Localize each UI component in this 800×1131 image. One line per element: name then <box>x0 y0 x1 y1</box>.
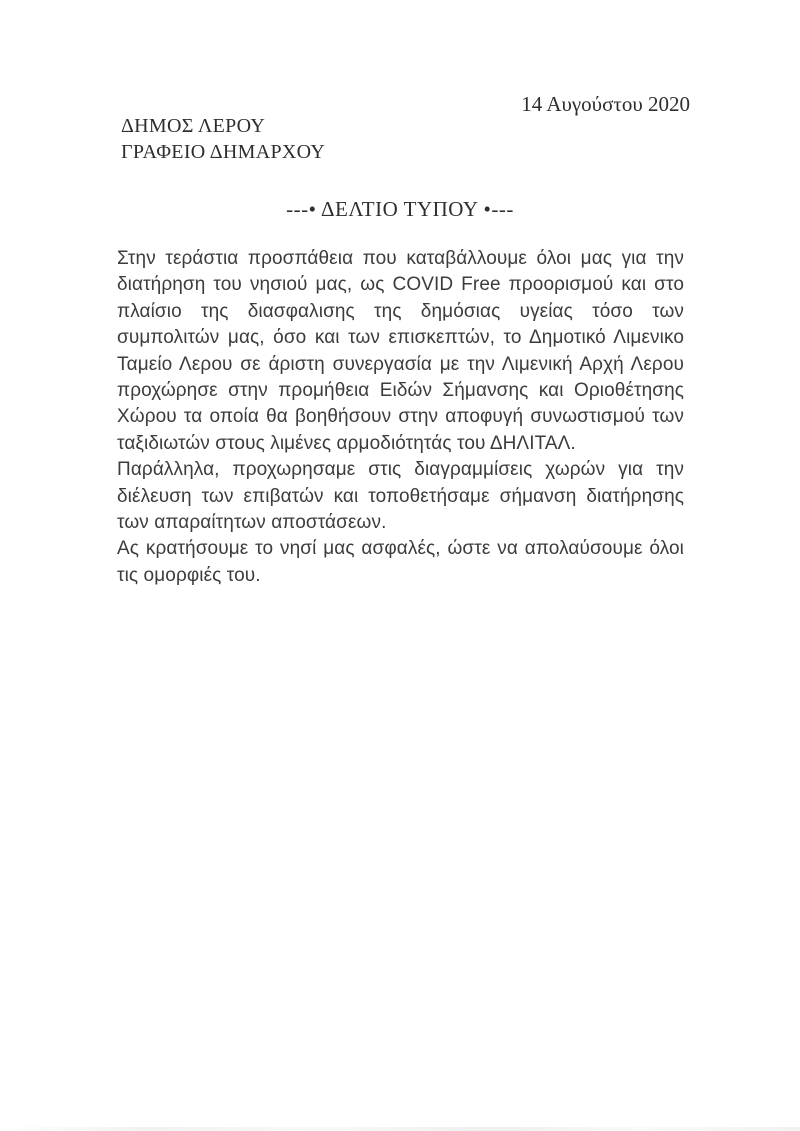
text-line: προχώρησε στην προμήθεια Ειδών Σήμανσης και Οριοθέτησης <box>117 379 684 401</box>
text-line: Στην τεράστια προσπάθεια που καταβάλλουμε όλοι μας για την <box>117 248 684 269</box>
text-line: διατήρηση του νησιού μας, ως COVID Free προορισμού και στο <box>117 274 684 296</box>
text-line: των απαραίτητων αποστάσεων. <box>117 511 387 533</box>
paragraph <box>117 536 684 589</box>
text-line: Παράλληλα, προχωρησαμε στις διαγραμμίσεις χωρών για την <box>117 459 684 481</box>
text-line: Ταμείο Λερου σε άριστη συνεργασία με την Λιμενική Αρχή Λερου <box>117 353 684 375</box>
text-line: Ας κρατήσουμε το νησί μας ασφαλές, ώστε να απολαύσουμε όλοι <box>117 538 684 560</box>
text-line: τις ομορφιές του. <box>117 564 261 586</box>
sender-municipality: ΔΗΜΟΣ ΛΕΡΟΥ <box>121 115 266 137</box>
sender-block <box>121 113 325 165</box>
body-text <box>117 246 684 589</box>
document-date: 14 Αυγούστου 2020 <box>521 92 690 116</box>
text-line: πλαίσιο της διασφαλισης της δημόσιας υγείας τόσο των <box>117 300 684 322</box>
press-release-title: ---• ΔΕΛΤΙΟ ΤΥΠΟΥ •--- <box>286 197 514 221</box>
paragraph <box>117 246 684 457</box>
paragraph <box>117 457 684 536</box>
text-line: συμπολιτών μας, όσο και των επισκεπτών, το Δημοτικό Λιμενικο <box>117 327 684 349</box>
text-line: διέλευση των επιβατών και τοποθετήσαμε σήμανση διατήρησης <box>117 485 684 507</box>
scan-edge-artifact <box>0 1127 800 1131</box>
text-line: Χώρου τα οποία θα βοηθήσουν στην αποφυγή συνωστισμού των <box>117 406 684 428</box>
text-line: ταξιδιωτών στους λιμένες αρμοδιότητάς του ΔΗΛΙΤΑΛ. <box>117 432 576 454</box>
sender-office: ΓΡΑΦΕΙΟ ΔΗΜΑΡΧΟΥ <box>121 141 326 163</box>
